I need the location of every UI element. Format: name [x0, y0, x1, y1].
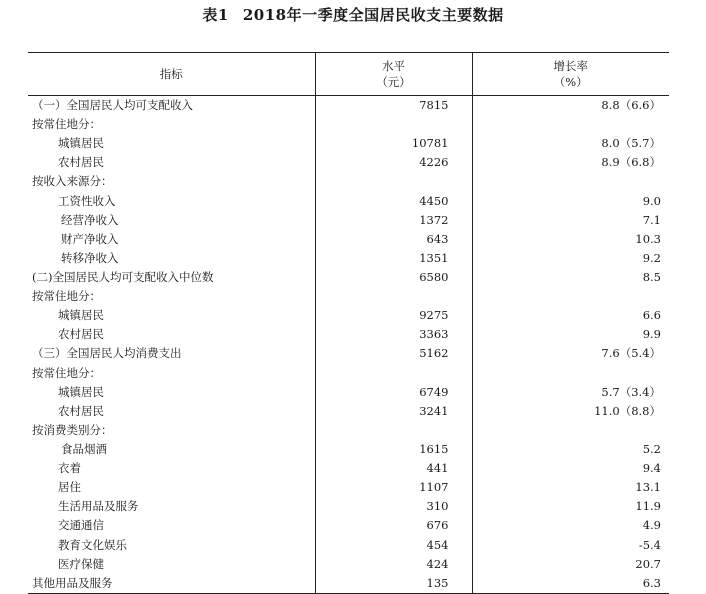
- table-row: [28, 153, 669, 172]
- row-value: 441: [315, 459, 472, 478]
- row-value: 5162: [315, 344, 472, 363]
- row-label: 按常住地分：: [32, 289, 101, 304]
- row-rate: 7.6（5.4）: [601, 346, 661, 361]
- row-rate: 9.2: [642, 250, 661, 265]
- header-level-label: 水平: [382, 59, 405, 73]
- table-row: [28, 268, 669, 287]
- row-value: 424: [315, 555, 472, 574]
- row-rate: 8.9（6.8）: [601, 155, 661, 170]
- row-label: 食品烟酒: [61, 442, 107, 457]
- header-level-unit: （元）: [376, 75, 411, 89]
- row-label: （一）全国居民人均可支配收入: [32, 98, 193, 113]
- row-rate: [472, 364, 669, 383]
- row-label: （三）全国居民人均消费支出: [32, 346, 182, 361]
- row-label: 衣着: [58, 461, 81, 476]
- table-row: [28, 402, 669, 421]
- row-value: 3363: [315, 325, 472, 344]
- table-row: [28, 364, 669, 383]
- row-value: 1372: [315, 211, 472, 230]
- table-row: [28, 383, 669, 402]
- row-label: 经营净收入: [61, 212, 119, 227]
- table-row: [28, 421, 669, 440]
- row-label: 生活用品及服务: [58, 499, 139, 514]
- row-value: 6580: [315, 268, 472, 287]
- table-row: [28, 211, 669, 230]
- row-label: 教育文化娱乐: [58, 537, 127, 552]
- row-value: 1615: [315, 440, 472, 459]
- table-row: [28, 344, 669, 363]
- table-row: [28, 536, 669, 555]
- row-rate: 5.2: [642, 442, 661, 457]
- row-rate: 5.7（3.4）: [601, 384, 661, 399]
- table-row: [28, 555, 669, 574]
- row-rate: 6.6: [642, 308, 661, 323]
- row-rate: -5.4: [638, 537, 661, 552]
- row-label: 转移净收入: [61, 250, 119, 265]
- row-label: 工资性收入: [58, 193, 116, 208]
- row-rate: 10.3: [635, 231, 661, 246]
- table-row: [28, 516, 669, 535]
- data-table: [28, 52, 669, 594]
- row-value: 4226: [315, 153, 472, 172]
- table-row: [28, 574, 669, 594]
- row-value: [315, 287, 472, 306]
- row-value: 310: [315, 497, 472, 516]
- table-row: [28, 192, 669, 211]
- header-growth-unit: （%）: [553, 75, 588, 89]
- row-rate: 9.0: [642, 193, 661, 208]
- row-value: 6749: [315, 383, 472, 402]
- row-value: 3241: [315, 402, 472, 421]
- table-title: [0, 4, 706, 25]
- row-label: 按收入来源分：: [32, 174, 113, 189]
- row-rate: 9.9: [642, 327, 661, 342]
- table-row: [28, 306, 669, 325]
- row-label: 交通通信: [58, 518, 104, 533]
- row-value: [315, 115, 472, 134]
- row-label: 城镇居民: [58, 308, 104, 323]
- table-row: [28, 459, 669, 478]
- row-value: 7815: [315, 96, 472, 116]
- row-label: 其他用品及服务: [28, 574, 315, 594]
- header-growth-label: 增长率: [553, 59, 588, 73]
- row-label: 农村居民: [58, 403, 104, 418]
- row-rate: 20.7: [635, 556, 661, 571]
- row-label: 居住: [58, 480, 81, 495]
- table-row: [28, 478, 669, 497]
- row-label: 医疗保健: [58, 556, 104, 571]
- row-rate: 9.4: [642, 461, 661, 476]
- table-row: [28, 249, 669, 268]
- row-value: 135: [315, 574, 472, 594]
- row-label: 城镇居民: [58, 384, 104, 399]
- table-row: [28, 325, 669, 344]
- table-row: [28, 172, 669, 191]
- row-value: 1107: [315, 478, 472, 497]
- row-label: 城镇居民: [58, 136, 104, 151]
- table-row: [28, 134, 669, 153]
- row-label: 农村居民: [58, 155, 104, 170]
- table-caption: 2018年一季度全国居民收支主要数据: [242, 6, 504, 24]
- table-row: [28, 497, 669, 516]
- table-row: [28, 440, 669, 459]
- row-rate: 7.1: [642, 212, 661, 227]
- row-value: [315, 421, 472, 440]
- row-rate: [472, 172, 669, 191]
- row-value: 1351: [315, 249, 472, 268]
- row-value: 643: [315, 230, 472, 249]
- table-number: 表1: [202, 6, 229, 24]
- row-rate: 8.5: [642, 270, 661, 285]
- header-growth: [472, 53, 669, 96]
- row-value: 9275: [315, 306, 472, 325]
- header-indicator: 指标: [28, 53, 315, 96]
- row-value: 454: [315, 536, 472, 555]
- row-rate: [472, 115, 669, 134]
- row-rate: 13.1: [635, 480, 661, 495]
- row-rate: [472, 287, 669, 306]
- row-value: [315, 364, 472, 383]
- row-label: 按常住地分：: [32, 117, 101, 132]
- header-level: [315, 53, 472, 96]
- row-rate: [472, 421, 669, 440]
- row-rate: 11.0（8.8）: [594, 403, 661, 418]
- table-row: [28, 287, 669, 306]
- row-rate: 11.9: [635, 499, 661, 514]
- row-value: 4450: [315, 192, 472, 211]
- row-rate: 8.0（5.7）: [601, 136, 661, 151]
- row-label: 农村居民: [58, 327, 104, 342]
- table-row: [28, 230, 669, 249]
- row-rate: 6.3: [472, 574, 669, 594]
- row-value: 676: [315, 516, 472, 535]
- table-row: [28, 96, 669, 116]
- header-row: [28, 53, 669, 96]
- row-value: 10781: [315, 134, 472, 153]
- row-label: 按消费类别分：: [32, 422, 113, 437]
- row-label: 财产净收入: [61, 231, 119, 246]
- row-label: 按常住地分：: [32, 365, 101, 380]
- row-label: (二)全国居民人均可支配收入中位数: [32, 270, 214, 285]
- row-rate: 8.8（6.6）: [601, 98, 661, 113]
- row-rate: 4.9: [642, 518, 661, 533]
- row-value: [315, 172, 472, 191]
- table-row: [28, 115, 669, 134]
